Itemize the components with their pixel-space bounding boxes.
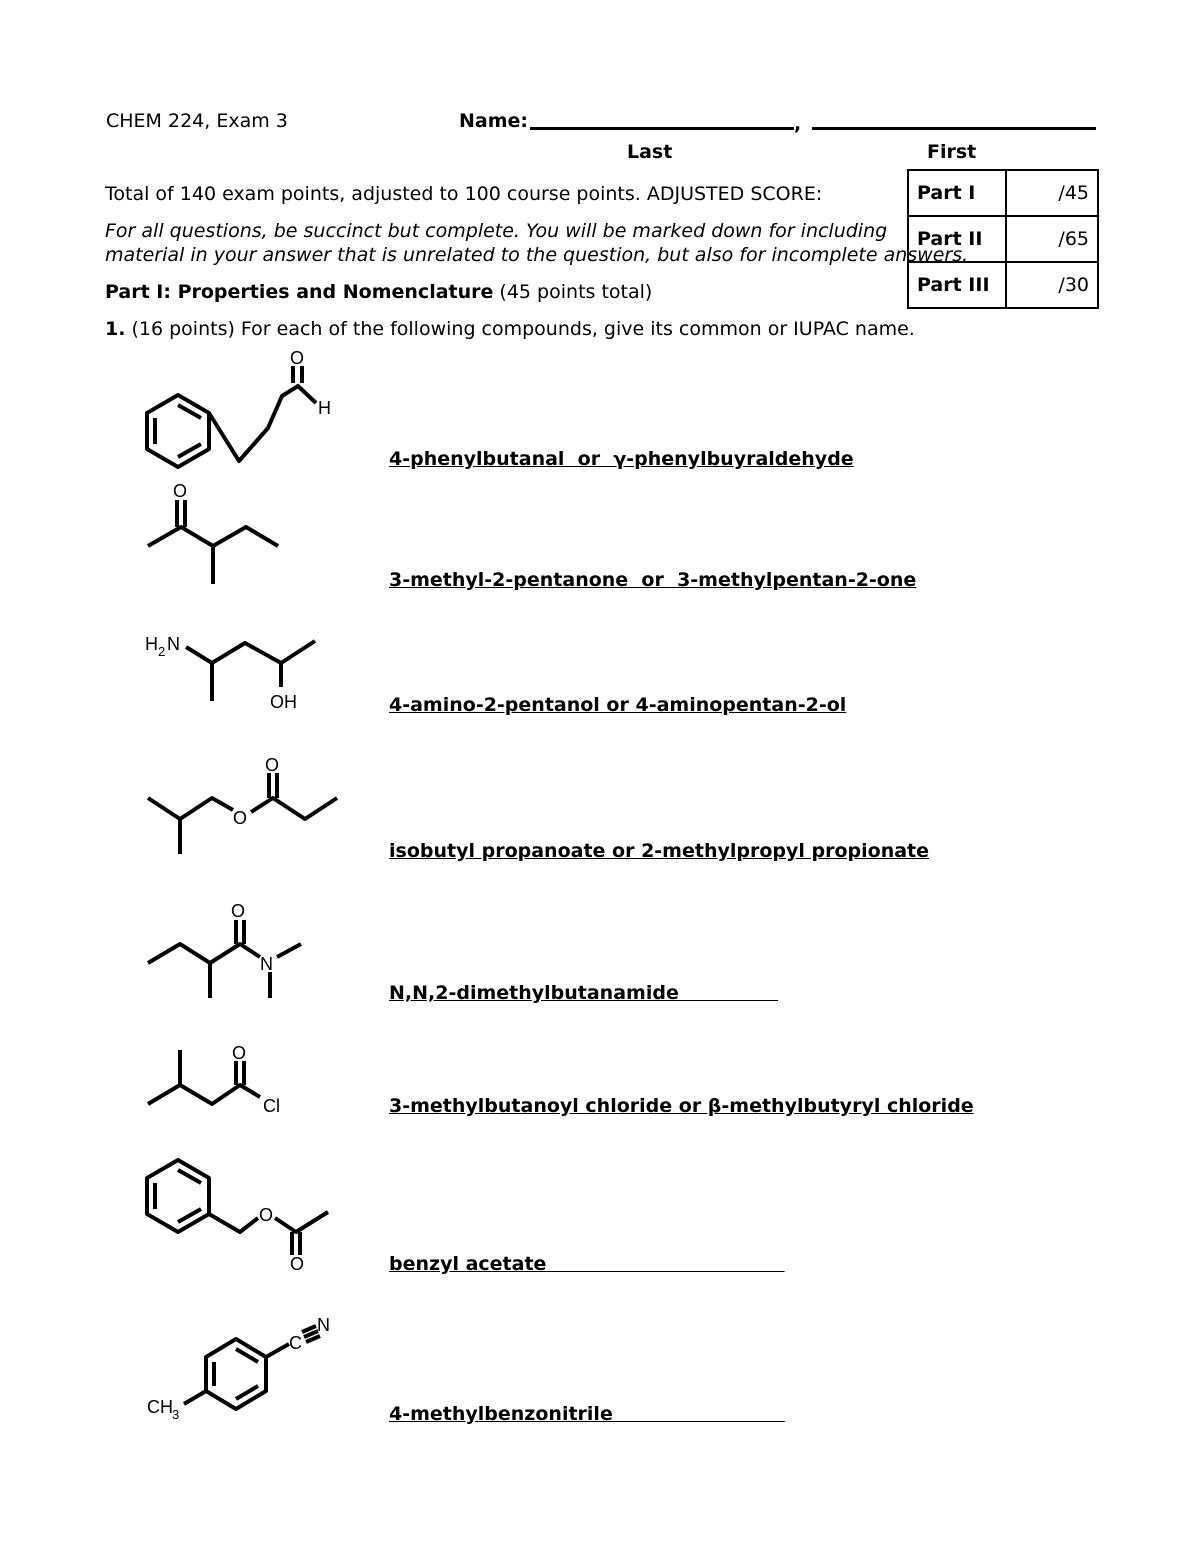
svg-text:O: O [259,1205,274,1225]
name-comma: , [794,113,802,135]
score-table [907,169,1099,309]
svg-text:H: H [145,634,158,654]
answer-7: benzyl acetate [389,1253,785,1275]
score-part-label: Part III [908,262,1006,308]
svg-text:N: N [317,1315,330,1335]
score-part-label: Part I [908,170,1006,216]
answer-1: 4-phenylbutanal or γ-phenylbuyraldehyde [389,448,854,470]
answer-3: 4-amino-2-pentanol or 4-aminopentan-2-ol [389,694,847,716]
part1-heading [105,281,652,303]
answer-5: N,N,2-dimethylbutanamide [389,982,779,1004]
svg-text:OH: OH [270,692,297,712]
answer-4: isobutyl propanoate or 2-methylpropyl propionate [389,840,930,862]
svg-text:H: H [318,398,331,418]
answer-2: 3-methyl-2-pentanone or 3-methylpentan-2-one [389,569,917,591]
total-points-text: Total of 140 exam points, adjusted to 100 course points. ADJUSTED SCORE: [105,183,823,205]
svg-text:O: O [233,808,248,828]
score-part-points: /65 [1006,216,1098,262]
part1-heading-points: (45 points total) [493,281,653,303]
score-row [908,170,1098,216]
svg-text:N: N [260,954,273,974]
name-label: Name: [459,110,529,132]
score-row [908,216,1098,262]
svg-text:O: O [290,348,305,368]
answer-8: 4-methylbenzonitrile [389,1403,785,1425]
part1-heading-bold: Part I: Properties and Nomenclature [105,281,494,303]
question-1 [105,318,915,340]
score-part-label: Part II [908,216,1006,262]
svg-text:O: O [231,901,246,921]
svg-text:3: 3 [172,1407,180,1422]
svg-text:O: O [173,481,188,501]
svg-text:O: O [265,755,280,775]
score-part-points: /30 [1006,262,1098,308]
answer-6: 3-methylbutanoyl chloride or β-methylbutyryl chloride [389,1095,974,1117]
instructions-line-1: For all questions, be succinct but complete. You will be marked down for including [105,220,888,242]
last-name-field[interactable] [530,127,794,130]
question-1-text: (16 points) For each of the following compounds, give its common or IUPAC name. [125,318,915,340]
score-row [908,262,1098,308]
svg-text:2: 2 [158,644,166,659]
svg-text:C: C [289,1333,302,1353]
last-label: Last [627,141,673,163]
instructions-line-2: material in your answer that is unrelated to the question, but also for incomplete answers. [105,244,969,266]
first-label: First [927,141,977,163]
svg-text:N: N [167,634,180,654]
score-part-points: /45 [1006,170,1098,216]
svg-text:CH: CH [147,1397,173,1417]
svg-text:O: O [290,1254,305,1274]
svg-text:O: O [232,1043,247,1063]
course-title: CHEM 224, Exam 3 [106,110,288,132]
question-1-number: 1. [105,318,126,340]
first-name-field[interactable] [812,127,1096,130]
svg-text:Cl: Cl [263,1096,280,1116]
